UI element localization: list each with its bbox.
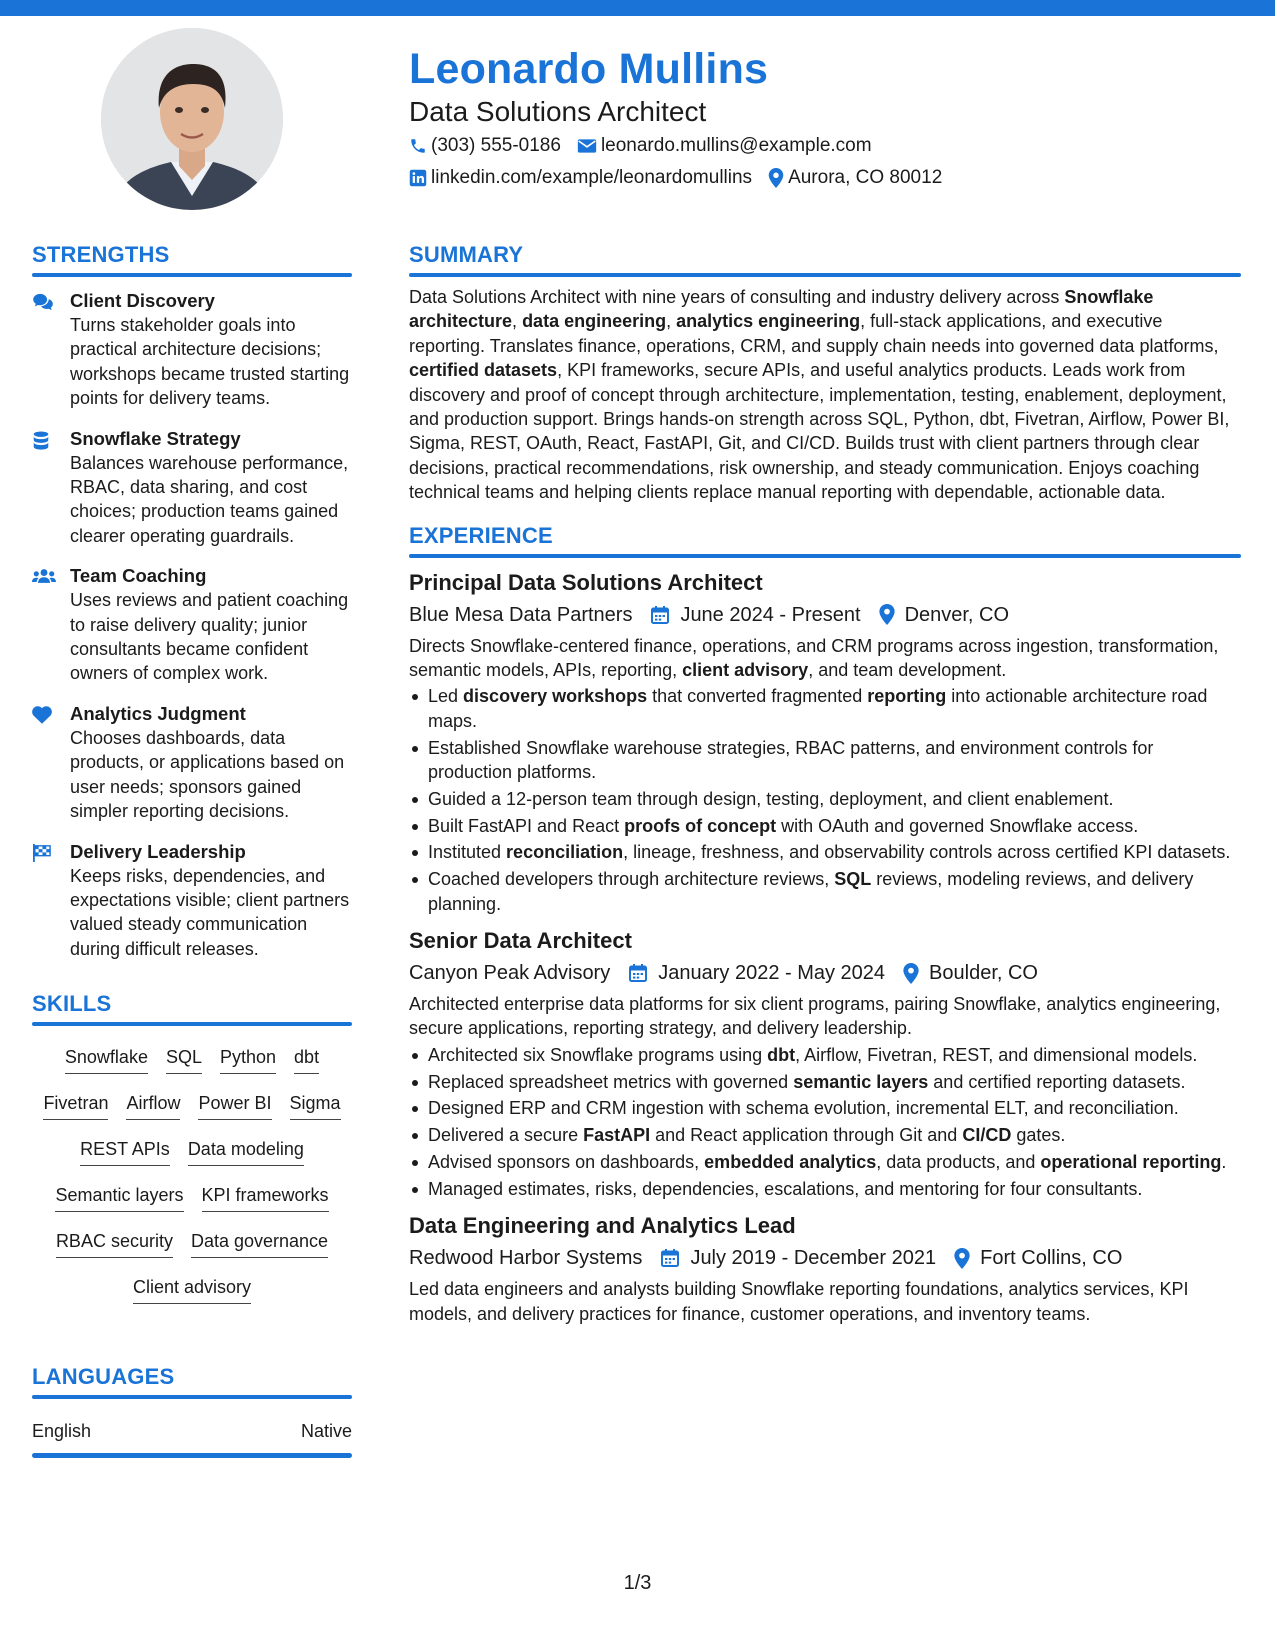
job-bullets bbox=[409, 1043, 1241, 1201]
contact-phone[interactable] bbox=[409, 130, 561, 162]
job-meta bbox=[409, 958, 1241, 988]
experience-title: EXPERIENCE bbox=[409, 522, 553, 548]
strength-desc: Balances warehouse performance, RBAC, data sharing, and cost choices; production teams gained clearer operating guardrails. bbox=[70, 452, 349, 546]
job-company: Redwood Harbor Systems bbox=[409, 1247, 643, 1270]
section-divider bbox=[409, 554, 1241, 558]
skills-title: SKILLS bbox=[32, 991, 112, 1017]
contact-location bbox=[768, 162, 942, 194]
strength-title: Analytics Judgment bbox=[70, 702, 246, 724]
job-location: Fort Collins, CO bbox=[954, 1243, 1122, 1273]
job-title: Principal Data Solutions Architect bbox=[409, 569, 763, 595]
skill-tag: Sigma bbox=[290, 1091, 341, 1120]
strength-title: Team Coaching bbox=[70, 565, 207, 587]
job-bullet: Led discovery workshops that converted fragmented reporting into actionable architecture road maps. bbox=[409, 684, 1241, 733]
skills-list bbox=[32, 1038, 352, 1314]
phone-text: (303) 555-0186 bbox=[431, 135, 561, 156]
linkedin-text: linkedin.com/example/leonardomullins bbox=[431, 167, 753, 188]
skill-tag: Airflow bbox=[126, 1091, 180, 1120]
language-name: English bbox=[32, 1421, 92, 1442]
skill-tag: Python bbox=[220, 1045, 276, 1074]
job-bullet: Architected six Snowflake programs using dbt, Airflow, Fivetran, REST, and dimensional models. bbox=[409, 1043, 1241, 1067]
job-list bbox=[409, 568, 1241, 1326]
skill-tag: KPI frameworks bbox=[202, 1183, 329, 1212]
job-bullet: Designed ERP and CRM ingestion with schema evolution, incremental ELT, and reconciliation. bbox=[409, 1096, 1241, 1120]
experience-section bbox=[409, 521, 1241, 1326]
languages-title: LANGUAGES bbox=[32, 1364, 175, 1390]
strength-item bbox=[32, 840, 352, 962]
map-pin-icon bbox=[954, 1248, 970, 1269]
job-location: Denver, CO bbox=[879, 600, 1009, 630]
map-pin-icon bbox=[768, 168, 784, 188]
strength-item bbox=[32, 427, 352, 549]
skill-tag: Client advisory bbox=[133, 1275, 251, 1304]
calendar-icon bbox=[660, 1248, 680, 1268]
strength-title: Delivery Leadership bbox=[70, 840, 246, 862]
strength-desc: Turns stakeholder goals into practical architecture decisions; workshops became trusted starting points for delivery teams. bbox=[70, 315, 350, 409]
strengths-title: STRENGTHS bbox=[32, 242, 170, 267]
job-bullet: Guided a 12-person team through design, testing, deployment, and client enablement. bbox=[409, 787, 1241, 811]
job-bullet: Replaced spreadsheet metrics with governed semantic layers and certified reporting datasets. bbox=[409, 1070, 1241, 1094]
job-description: Directs Snowflake-centered finance, operations, and CRM programs across ingestion, transformation, semantic models, APIs, reporting, client advisory, and team development. bbox=[409, 635, 1219, 681]
summary-section bbox=[409, 240, 1241, 505]
envelope-icon bbox=[577, 137, 597, 155]
job-bullet: Managed estimates, risks, dependencies, escalations, and mentoring for four consultants. bbox=[409, 1177, 1241, 1201]
job-description: Architected enterprise data platforms for six client programs, pairing Snowflake, analytics engineering, secure applications, reporting strategy, and delivery leadership. bbox=[409, 994, 1221, 1039]
skill-tag: Power BI bbox=[198, 1091, 271, 1120]
job-bullet: Delivered a secure FastAPI and React application through Git and CI/CD gates. bbox=[409, 1123, 1241, 1147]
candidate-name: Leonardo Mullins bbox=[409, 45, 769, 93]
job-bullet: Instituted reconciliation, lineage, freshness, and observability controls across certified KPI datasets. bbox=[409, 840, 1241, 864]
section-divider bbox=[32, 1022, 352, 1026]
job-company: Canyon Peak Advisory bbox=[409, 962, 611, 985]
database-icon bbox=[32, 431, 50, 451]
heart-icon bbox=[32, 706, 52, 724]
job-entry bbox=[409, 1211, 1241, 1326]
users-icon bbox=[32, 568, 56, 584]
job-meta bbox=[409, 1243, 1241, 1273]
skill-tag: Fivetran bbox=[43, 1091, 108, 1120]
job-bullet: Advised sponsors on dashboards, embedded analytics, data products, and operational reporting. bbox=[409, 1150, 1241, 1174]
skill-tag: Data governance bbox=[191, 1229, 328, 1258]
avatar-illustration bbox=[101, 28, 283, 210]
strength-desc: Keeps risks, dependencies, and expectations visible; client partners valued steady communication during difficult releases. bbox=[70, 865, 350, 959]
right-column bbox=[409, 240, 1241, 1328]
languages-section bbox=[32, 1362, 352, 1458]
job-description: Led data engineers and analysts building Snowflake reporting foundations, analytics services, KPI models, and delivery practices for finance, customer operations, and inventory teams. bbox=[409, 1279, 1189, 1324]
strengths-list bbox=[32, 289, 352, 961]
job-bullets bbox=[409, 684, 1241, 916]
skill-tag: RBAC security bbox=[56, 1229, 173, 1258]
job-meta bbox=[409, 600, 1241, 630]
contact-linkedin[interactable] bbox=[409, 162, 752, 194]
strength-item bbox=[32, 702, 352, 824]
resume-header bbox=[409, 42, 1239, 194]
contact-email[interactable] bbox=[577, 130, 872, 162]
calendar-icon bbox=[628, 963, 648, 983]
skill-tag: Snowflake bbox=[65, 1045, 148, 1074]
phone-icon bbox=[409, 137, 427, 155]
job-entry bbox=[409, 568, 1241, 916]
page-number: 1/3 bbox=[623, 1572, 652, 1594]
job-title: Senior Data Architect bbox=[409, 928, 632, 954]
strength-desc: Chooses dashboards, data products, or applications based on user needs; sponsors gained simpler reporting decisions. bbox=[70, 727, 345, 822]
strength-item bbox=[32, 564, 352, 686]
skill-tag: dbt bbox=[294, 1045, 319, 1074]
section-divider bbox=[32, 273, 352, 277]
strengths-section bbox=[32, 240, 352, 961]
flag-checkered-icon bbox=[32, 844, 52, 862]
strength-title: Snowflake Strategy bbox=[70, 427, 241, 449]
strength-desc: Uses reviews and patient coaching to raise delivery quality; junior consultants became confident owners of complex work. bbox=[70, 590, 349, 684]
candidate-role: Data Solutions Architect bbox=[409, 96, 707, 127]
job-dates: January 2022 - May 2024 bbox=[628, 958, 885, 988]
skill-tag: Semantic layers bbox=[55, 1183, 183, 1212]
contact-row-1 bbox=[409, 130, 1239, 162]
job-bullet: Coached developers through architecture reviews, SQL reviews, modeling reviews, and delivery planning. bbox=[409, 867, 1241, 916]
section-divider bbox=[32, 1395, 352, 1399]
top-accent-bar bbox=[0, 0, 1275, 16]
language-row bbox=[32, 1419, 352, 1443]
map-pin-icon bbox=[903, 963, 919, 984]
comments-icon bbox=[32, 293, 54, 311]
profile-photo bbox=[101, 28, 283, 210]
email-text: leonardo.mullins@example.com bbox=[600, 135, 872, 156]
summary-text: Data Solutions Architect with nine years of consulting and industry delivery across Snowflake architecture, data engineering, analytics engineering, full-stack applications, and executive reporting. Translates finance, operations, CRM, and supply chain needs into governed data platforms, certified datasets, KPI frameworks, secure APIs, and useful analytics products. Leads work from discovery and proof of concept through architecture, implementation, testing, enablement, deployment, and production support. Brings hands-on strength across SQL, Python, dbt, Fivetran, Airflow, Power BI, Sigma, REST, OAuth, React, FastAPI, Git, and CI/CD. Builds trust with client partners through clear decisions, practical recommendations, risk ownership, and steady communication. Enjoys coaching technical teams and helping clients replace manual reporting with dependable, actionable data. bbox=[409, 287, 1230, 503]
contact-row-2 bbox=[409, 162, 1239, 194]
skill-tag: SQL bbox=[166, 1045, 202, 1074]
job-bullet: Established Snowflake warehouse strategies, RBAC patterns, and environment controls for production platforms. bbox=[409, 736, 1241, 785]
language-level: Native bbox=[300, 1421, 352, 1442]
language-proficiency-bar bbox=[32, 1453, 352, 1458]
calendar-icon bbox=[650, 605, 670, 625]
strength-title: Client Discovery bbox=[70, 290, 215, 311]
summary-title: SUMMARY bbox=[409, 242, 524, 267]
section-divider bbox=[409, 273, 1241, 277]
strength-item bbox=[32, 289, 352, 411]
map-pin-icon bbox=[879, 604, 895, 625]
job-company: Blue Mesa Data Partners bbox=[409, 603, 633, 626]
job-location: Boulder, CO bbox=[903, 958, 1038, 988]
left-column bbox=[32, 240, 352, 1458]
skills-section bbox=[32, 989, 352, 1314]
skill-tag: Data modeling bbox=[188, 1137, 304, 1166]
linkedin-icon bbox=[409, 169, 427, 187]
job-dates: July 2019 - December 2021 bbox=[660, 1243, 936, 1273]
location-text: Aurora, CO 80012 bbox=[788, 167, 943, 188]
job-title: Data Engineering and Analytics Lead bbox=[409, 1213, 796, 1239]
job-entry bbox=[409, 926, 1241, 1201]
job-bullet: Built FastAPI and React proofs of concept with OAuth and governed Snowflake access. bbox=[409, 814, 1241, 838]
job-dates: June 2024 - Present bbox=[650, 600, 860, 630]
skill-tag: REST APIs bbox=[80, 1137, 170, 1166]
